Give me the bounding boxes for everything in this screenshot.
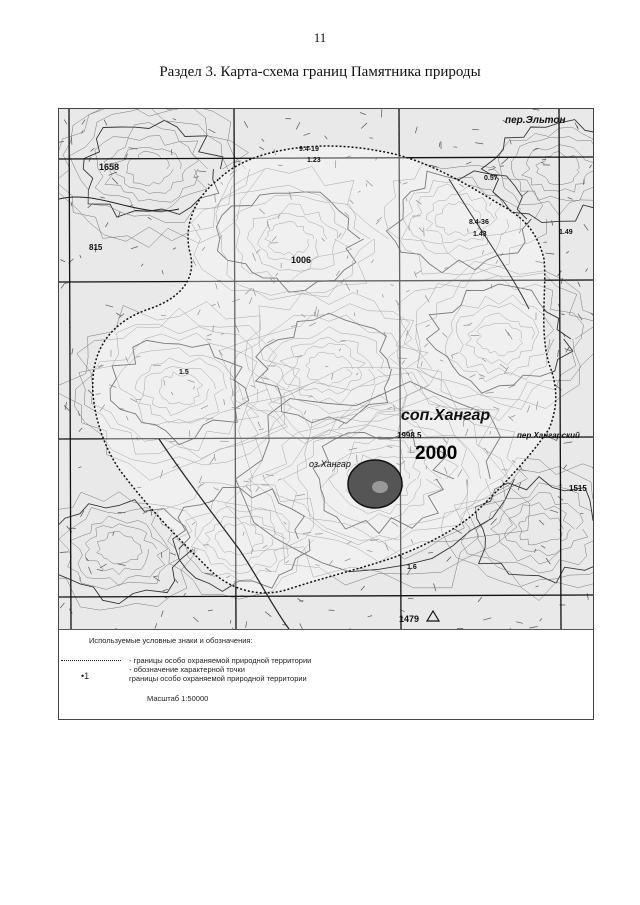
peak-name-label: соп.Хангар <box>401 407 491 424</box>
height-1658-label: 1658 <box>99 162 120 172</box>
point-b-sub-label: 1.43 <box>473 231 487 238</box>
terrain-hatch <box>329 610 335 611</box>
map-scale: Масштаб 1:50000 <box>147 694 209 703</box>
edge-815-label: 815 <box>89 243 103 252</box>
characteristic-point-symbol: •1 <box>81 671 90 681</box>
section-title: Раздел 3. Карта-схема границ Памятника природы <box>159 64 481 80</box>
point-a-sub-label: 1.23 <box>307 157 321 164</box>
topographic-map <box>58 108 594 720</box>
point-d-label: 1.6 <box>407 564 417 571</box>
lake-label: оз.Хангар <box>309 459 351 469</box>
pass-right-label: пер.Хангарский <box>517 431 580 440</box>
peak-height-detail-label: 1998.5 <box>397 431 422 440</box>
point-f-label: 1.5 <box>179 369 189 376</box>
legend-item-boundary-2: границы особо охраняемой природной территории <box>129 674 307 683</box>
boundary-line-symbol <box>61 660 121 661</box>
map-drawing <box>59 109 594 629</box>
point-c-label: 0.57 <box>484 175 498 182</box>
height-1006-label: 1006 <box>291 255 312 265</box>
peak-height-main-label: 2000 <box>415 443 458 464</box>
point-a-label: 9.4-19 <box>299 146 319 153</box>
legend-title: Используемые условные знаки и обозначения: <box>89 636 253 645</box>
legend-item-point: - обозначение характерной точки <box>129 665 245 674</box>
map-legend <box>59 629 593 720</box>
terrain-hatch <box>542 159 546 160</box>
page-number: 11 <box>313 30 327 45</box>
legend-item-boundary: - границы особо охраняемой природной территории <box>129 656 312 665</box>
terrain-hatch <box>454 147 458 148</box>
pass-top-label: пер.Эльтон <box>505 115 566 126</box>
point-b-label: 8.4-36 <box>469 219 489 226</box>
terrain-hatch <box>286 118 291 119</box>
height-1515-label: 1515 <box>569 484 587 493</box>
height-1479-label: 1479 <box>399 614 420 624</box>
point-e-label: 1.49 <box>559 229 573 236</box>
